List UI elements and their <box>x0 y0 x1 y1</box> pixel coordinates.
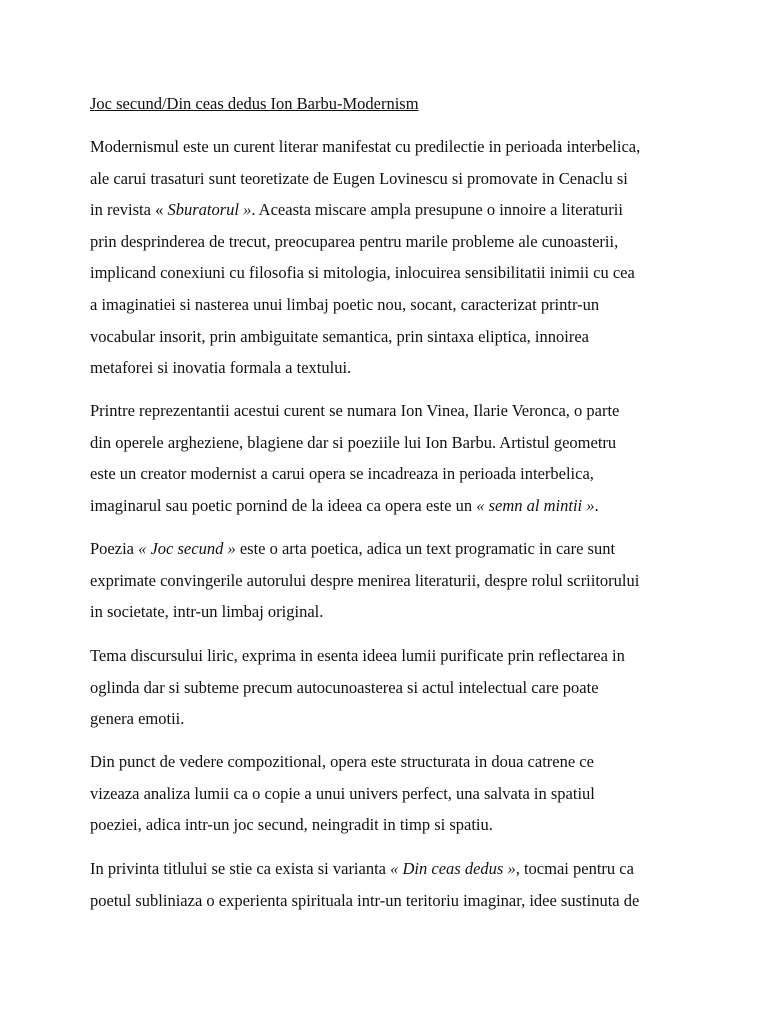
paragraph-representatives <box>90 395 690 521</box>
text-line <box>90 490 690 522</box>
text-line: prin desprinderea de trecut, preocuparea pentru marile probleme ale cunoasterii, <box>90 231 619 251</box>
text-span: Poezia <box>90 539 139 558</box>
text-line: genera emotii. <box>90 709 185 729</box>
text-line: vizeaza analiza lumii ca o copie a unui univers perfect, una salvata in spatiul <box>90 783 595 803</box>
text-span: In privinta titlului se stie ca exista si varianta <box>90 859 391 878</box>
text-line: oglinda dar si subteme precum autocunoasterea si actul intelectual care poate <box>90 677 599 697</box>
text-line: ale carui trasaturi sunt teoretizate de Eugen Lovinescu si promovate in Cenaclu si <box>90 168 628 188</box>
text-line <box>90 194 690 226</box>
paragraph-joc-secund <box>90 533 690 628</box>
text-span: . <box>594 495 599 515</box>
text-line <box>90 853 690 885</box>
document-title: Joc secund/Din ceas dedus Ion Barbu-Modernism <box>90 94 419 113</box>
text-line: poetul subliniaza o experienta spirituala intr-un teritoriu imaginar, idee sustinuta de <box>90 890 640 910</box>
text-span: este o arta poetica, adica un text programatic in care sunt <box>235 539 616 558</box>
text-line: a imaginatiei si nasterea unui limbaj poetic nou, socant, caracterizat printr-un <box>90 294 600 314</box>
text-span: in revista « <box>90 200 168 220</box>
paragraph-modernism-intro <box>90 131 690 384</box>
paragraph-title-variant <box>90 853 690 916</box>
text-line: exprimate convingerile autorului despre menirea literaturii, despre rolul scriitorului <box>90 570 640 590</box>
text-line <box>90 533 690 565</box>
paragraph-composition <box>90 746 690 841</box>
text-line: vocabular insorit, prin ambiguitate semantica, prin sintaxa eliptica, innoirea <box>90 326 589 346</box>
text-span: , tocmai pentru ca <box>515 859 634 878</box>
italic-quote-semn: « semn al mintii » <box>476 495 595 515</box>
italic-quote-sburatorul: Sburatorul » <box>167 200 252 220</box>
text-line: Printre reprezentantii acestui curent se numara Ion Vinea, Ilarie Veronca, o parte <box>90 401 620 420</box>
text-line: este un creator modernist a carui opera se incadreaza in perioada interbelica, <box>90 464 594 484</box>
text-line: Din punct de vedere compozitional, opera este structurata in doua catrene ce <box>90 752 594 771</box>
text-line: poeziei, adica intr-un joc secund, neingradit in timp si spatiu. <box>90 815 493 835</box>
text-line: Modernismul este un curent literar manifestat cu predilectie in perioada interbelica, <box>90 137 641 156</box>
text-line: metaforei si inovatia formala a textului. <box>90 358 352 378</box>
italic-quote-din-ceas-dedus: « Din ceas dedus » <box>390 859 516 878</box>
text-line: din operele argheziene, blagiene dar si poeziile lui Ion Barbu. Artistul geometru <box>90 432 617 452</box>
text-span: imaginarul sau poetic pornind de la ideea ca opera este un <box>90 495 477 515</box>
text-line: Tema discursului liric, exprima in esenta ideea lumii purificate prin reflectarea in <box>90 646 625 665</box>
text-line: implicand conexiuni cu filosofia si mitologia, inlocuirea sensibilitatii inimii cu cea <box>90 263 635 283</box>
text-line: in societate, intr-un limbaj original. <box>90 602 324 622</box>
text-span: . Aceasta miscare ampla presupune o innoire a literaturii <box>251 200 623 220</box>
paragraph-theme <box>90 640 690 735</box>
italic-quote-joc-secund: « Joc secund » <box>138 539 236 558</box>
